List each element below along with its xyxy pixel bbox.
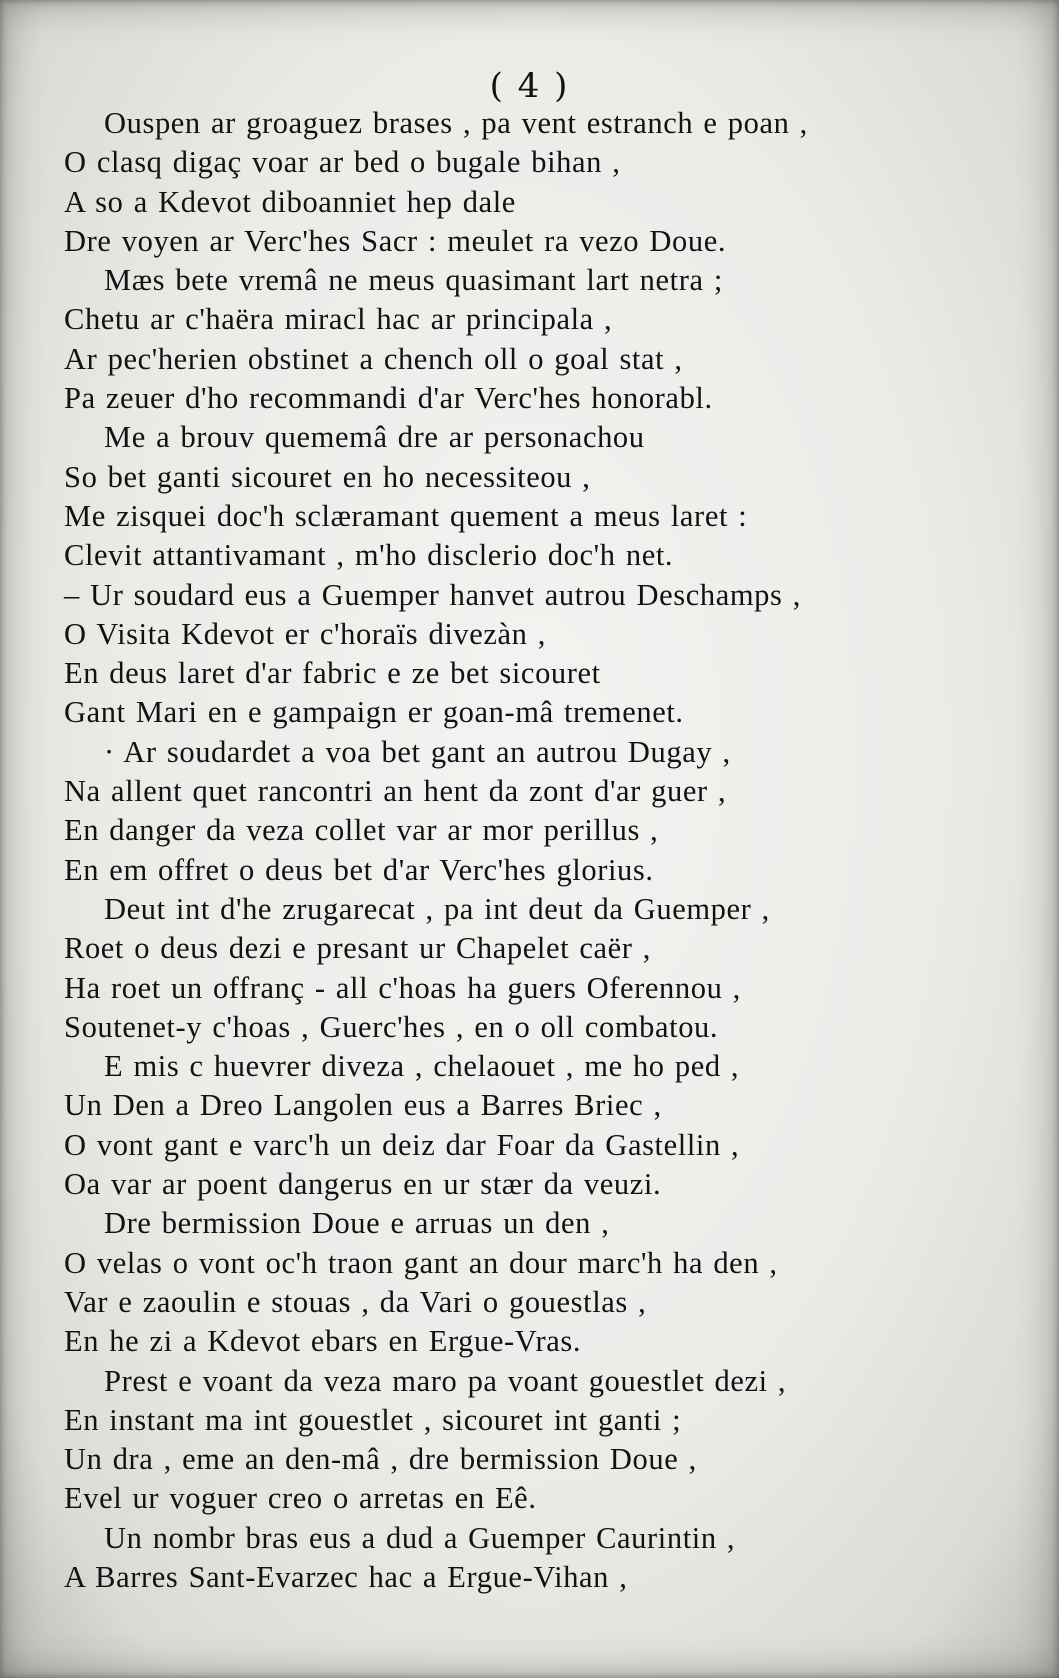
verse-line: O vont gant e varc'h un deiz dar Foar da Gastellin ,	[64, 1127, 740, 1162]
verse-line: En deus laret d'ar fabric e ze bet sicouret	[64, 656, 601, 691]
verse-line: Chetu ar c'haëra miracl hac ar principala ,	[64, 302, 613, 337]
verse-line: Evel ur voguer creo o arretas en Eê.	[64, 1481, 537, 1516]
verse-line: · Ar soudardet a voa bet gant an autrou Dugay ,	[104, 734, 731, 769]
verse-line: O clasq digaç voar ar bed o bugale bihan ,	[64, 145, 621, 180]
verse-line: Un Den a Dreo Langolen eus a Barres Briec ,	[64, 1088, 662, 1123]
verse-line: Me zisquei doc'h sclæramant quement a meus laret :	[64, 498, 748, 533]
verse-line: – Ur soudard eus a Guemper hanvet autrou Deschamps ,	[64, 577, 801, 612]
verse-line: En instant ma int gouestlet , sicouret int ganti ;	[64, 1402, 682, 1437]
verse-line: A so a Kdevot diboanniet hep dale	[64, 184, 516, 219]
verse-line: Oa var ar poent dangerus en ur stær da veuzi.	[64, 1167, 662, 1202]
verse-line: Deut int d'he zrugarecat , pa int deut da Guemper ,	[104, 891, 770, 926]
verse-line: Clevit attantivamant , m'ho disclerio doc'h net.	[64, 538, 674, 573]
verse-line: Ar pec'herien obstinet a chench oll o goal stat ,	[64, 341, 683, 376]
verse-line: E mis c huevrer diveza , chelaouet , me ho ped ,	[104, 1049, 740, 1084]
page-number: ( 4 )	[489, 66, 570, 106]
verse-line: A Barres Sant-Evarzec hac a Ergue-Vihan ,	[64, 1559, 628, 1594]
verse-line: Pa zeuer d'ho recommandi d'ar Verc'hes honorabl.	[64, 381, 713, 416]
verse-line: Gant Mari en e gampaign er goan-mâ tremenet.	[64, 695, 684, 730]
verse-line: En he zi a Kdevot ebars en Ergue-Vras.	[64, 1324, 582, 1359]
verse-line: Mæs bete vremâ ne meus quasimant lart netra ;	[104, 263, 723, 298]
verse-line: En em offret o deus bet d'ar Verc'hes glorius.	[64, 852, 654, 887]
verse-line: Roet o deus dezi e presant ur Chapelet caër ,	[64, 931, 652, 966]
verse-line: Soutenet-y c'hoas , Guerc'hes , en o oll combatou.	[64, 1009, 719, 1044]
verse-line: Un dra , eme an den-mâ , dre bermission Doue ,	[64, 1442, 697, 1477]
verse-line: Me a brouv quememâ dre ar personachou	[104, 420, 645, 455]
verse-line: Var e zaoulin e stouas , da Vari o gouestlas ,	[64, 1284, 647, 1319]
verse-line: En danger da veza collet var ar mor perillus ,	[64, 813, 659, 848]
verse-line: O Visita Kdevot er c'horaïs divezàn ,	[64, 616, 546, 651]
verse-line: Dre voyen ar Verc'hes Sacr : meulet ra vezo Doue.	[64, 223, 727, 258]
verse-line: So bet ganti sicouret en ho necessiteou ,	[64, 459, 591, 494]
verse-line: Prest e voant da veza maro pa voant gouestlet dezi ,	[104, 1363, 787, 1398]
verse-line: Ha roet un offranç - all c'hoas ha guers Oferennou ,	[64, 970, 741, 1005]
verse-line: Ouspen ar groaguez brases , pa vent estranch e poan ,	[104, 106, 808, 140]
verse-line: Na allent quet rancontri an hent da zont d'ar guer ,	[64, 774, 727, 809]
verse-line: Dre bermission Doue e arruas un den ,	[104, 1206, 610, 1241]
verse-line: Un nombr bras eus a dud a Guemper Caurintin ,	[104, 1520, 736, 1555]
verse-text	[64, 104, 1004, 1597]
verse-line: O velas o vont oc'h traon gant an dour marc'h ha den ,	[64, 1245, 778, 1280]
